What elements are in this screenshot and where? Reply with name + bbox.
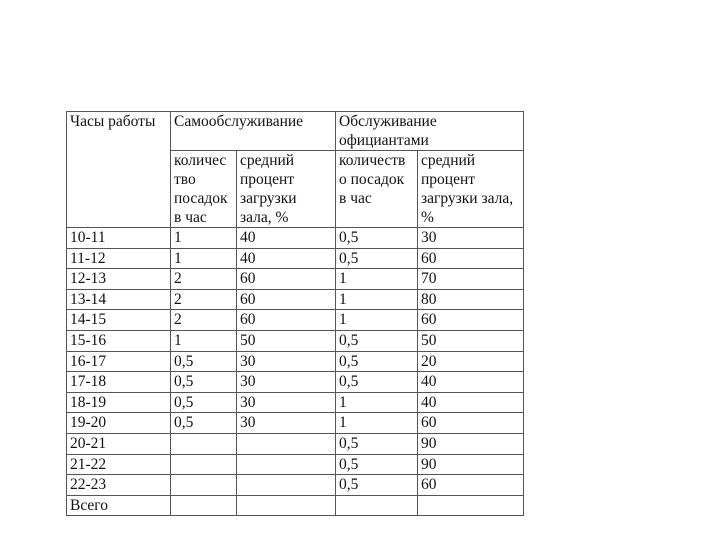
table-row (67, 228, 524, 249)
cell-self-count: 0,5 (171, 413, 237, 434)
cell-waiter-count: 1 (336, 289, 418, 310)
cell-self-count (171, 495, 237, 516)
cell-hours: 15-16 (67, 330, 171, 351)
cell-waiter-count: 0,5 (336, 475, 418, 496)
service-load-table (66, 111, 524, 516)
cell-self-load: 40 (237, 228, 336, 249)
cell-self-count: 0,5 (171, 372, 237, 393)
table-row (67, 392, 524, 413)
cell-waiter-count: 0,5 (336, 228, 418, 249)
table-row (67, 372, 524, 393)
cell-waiter-count: 0,5 (336, 351, 418, 372)
cell-waiter-count: 0,5 (336, 454, 418, 475)
header-hours: Часы работы (67, 112, 171, 228)
cell-waiter-load: 40 (418, 392, 524, 413)
cell-self-count: 1 (171, 228, 237, 249)
cell-waiter-count: 0,5 (336, 433, 418, 454)
header-waiter-count: количеств о посадок в час (336, 151, 418, 228)
table-row (67, 475, 524, 496)
cell-waiter-count: 0,5 (336, 248, 418, 269)
cell-waiter-count: 0,5 (336, 372, 418, 393)
table-row (67, 269, 524, 290)
cell-waiter-count: 1 (336, 413, 418, 434)
cell-waiter-load: 70 (418, 269, 524, 290)
cell-waiter-load: 30 (418, 228, 524, 249)
cell-hours: 14-15 (67, 310, 171, 331)
header-waiter-load: средний процент загрузки зала, % (418, 151, 524, 228)
cell-self-count: 2 (171, 269, 237, 290)
cell-hours: 16-17 (67, 351, 171, 372)
cell-waiter-load: 40 (418, 372, 524, 393)
cell-hours: 13-14 (67, 289, 171, 310)
cell-waiter-load: 80 (418, 289, 524, 310)
cell-hours: 19-20 (67, 413, 171, 434)
table-row (67, 433, 524, 454)
cell-waiter-load: 90 (418, 433, 524, 454)
cell-self-load (237, 475, 336, 496)
cell-self-load: 30 (237, 413, 336, 434)
cell-waiter-count (336, 495, 418, 516)
cell-waiter-load: 90 (418, 454, 524, 475)
table-row (67, 454, 524, 475)
cell-self-load: 30 (237, 392, 336, 413)
cell-hours: 17-18 (67, 372, 171, 393)
cell-hours: 11-12 (67, 248, 171, 269)
table-row (67, 289, 524, 310)
cell-self-load: 50 (237, 330, 336, 351)
table-row (67, 330, 524, 351)
table-row (67, 351, 524, 372)
cell-self-count: 1 (171, 248, 237, 269)
header-row-top (67, 112, 524, 151)
cell-self-load (237, 433, 336, 454)
cell-self-count (171, 454, 237, 475)
cell-waiter-load: 60 (418, 413, 524, 434)
cell-hours: 10-11 (67, 228, 171, 249)
cell-self-count: 0,5 (171, 392, 237, 413)
cell-waiter-count: 0,5 (336, 330, 418, 351)
cell-self-count (171, 475, 237, 496)
cell-self-load: 30 (237, 351, 336, 372)
cell-self-load: 40 (237, 248, 336, 269)
table-row (67, 413, 524, 434)
cell-self-load (237, 454, 336, 475)
cell-hours: 20-21 (67, 433, 171, 454)
header-waiter-service: Обслуживание официантами (336, 112, 524, 151)
cell-self-load: 30 (237, 372, 336, 393)
cell-self-count: 2 (171, 310, 237, 331)
cell-hours: 18-19 (67, 392, 171, 413)
table-row (67, 495, 524, 516)
cell-self-load (237, 495, 336, 516)
cell-self-load: 60 (237, 310, 336, 331)
table-row (67, 248, 524, 269)
table-row (67, 310, 524, 331)
cell-self-count (171, 433, 237, 454)
cell-hours: Всего (67, 495, 171, 516)
table-body (67, 228, 524, 516)
cell-waiter-count: 1 (336, 310, 418, 331)
cell-waiter-load: 60 (418, 310, 524, 331)
cell-self-load: 60 (237, 289, 336, 310)
cell-hours: 12-13 (67, 269, 171, 290)
cell-self-count: 0,5 (171, 351, 237, 372)
cell-waiter-load (418, 495, 524, 516)
cell-hours: 22-23 (67, 475, 171, 496)
header-self-count: количес тво посадок в час (171, 151, 237, 228)
cell-hours: 21-22 (67, 454, 171, 475)
cell-self-count: 1 (171, 330, 237, 351)
header-self-service: Самообслуживание (171, 112, 336, 151)
cell-waiter-load: 60 (418, 475, 524, 496)
cell-self-load: 60 (237, 269, 336, 290)
cell-waiter-load: 20 (418, 351, 524, 372)
cell-waiter-count: 1 (336, 392, 418, 413)
cell-waiter-load: 50 (418, 330, 524, 351)
cell-waiter-count: 1 (336, 269, 418, 290)
cell-self-count: 2 (171, 289, 237, 310)
cell-waiter-load: 60 (418, 248, 524, 269)
header-self-load: средний процент загрузки зала, % (237, 151, 336, 228)
